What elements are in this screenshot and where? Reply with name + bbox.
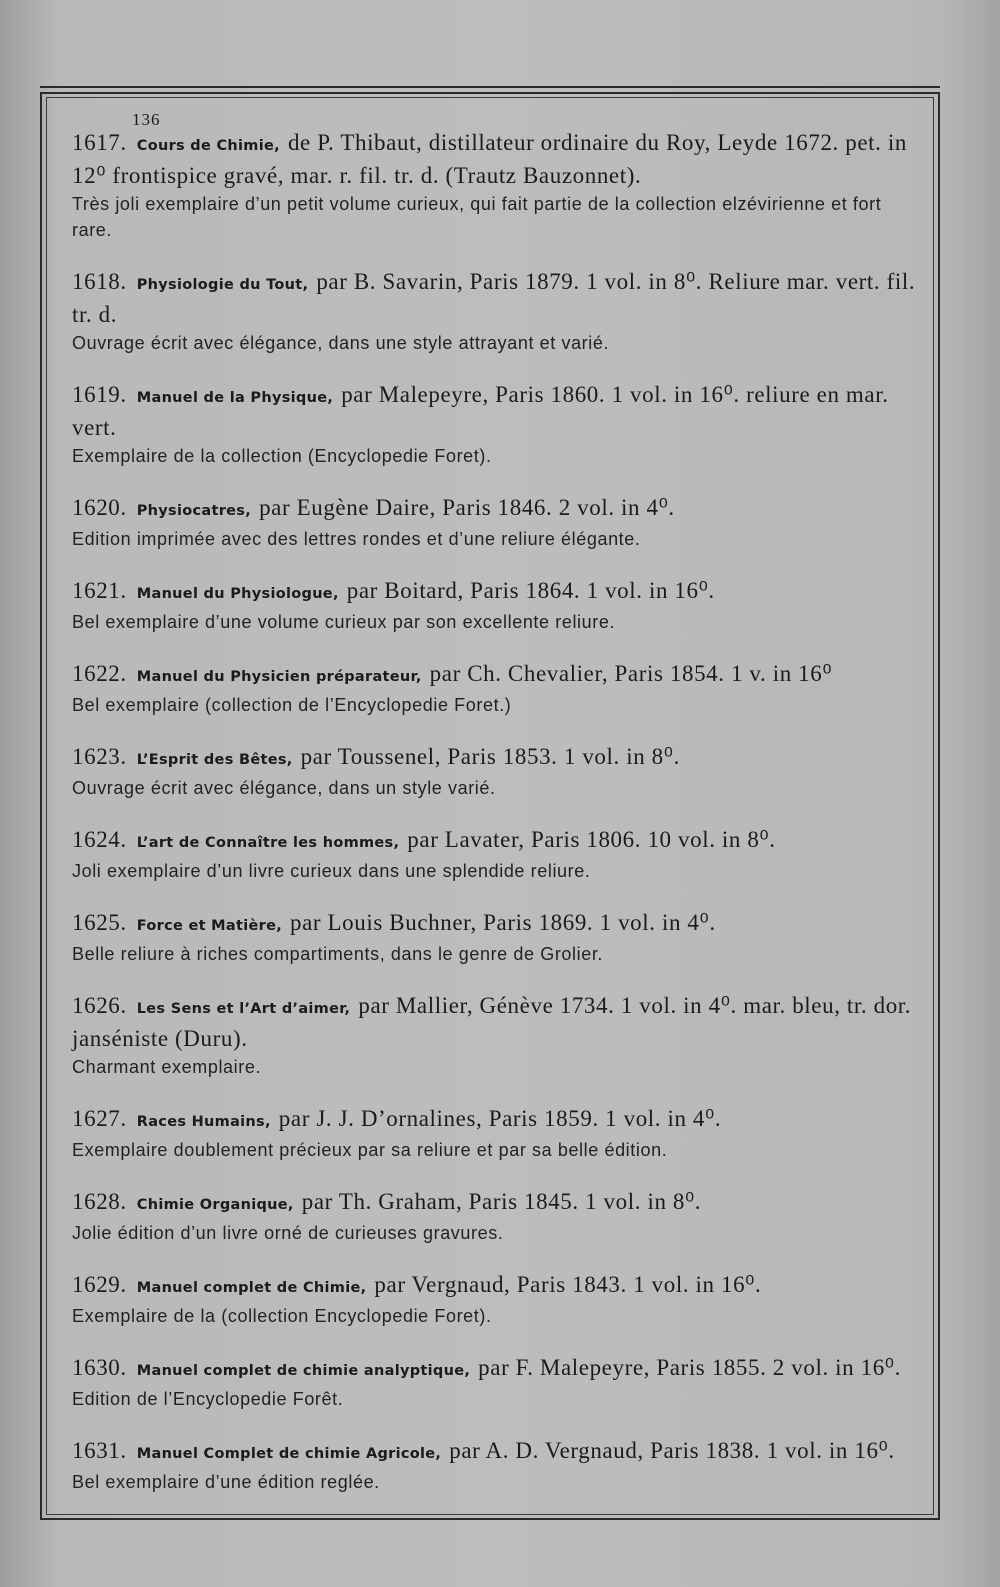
- entry-number: 1628.: [72, 1189, 127, 1214]
- top-rule: [40, 86, 940, 88]
- entry-description: par Mallier, Génève 1734. 1 vol. in 4⁰. mar. bleu, tr. dor. janséniste (Duru).: [72, 993, 912, 1051]
- entry-title: Physiologie du Tout,: [136, 277, 309, 293]
- catalogue-entry: [72, 1353, 922, 1412]
- entry-number: 1621.: [72, 578, 127, 603]
- catalogue-entry: [72, 742, 922, 801]
- entry-title: Manuel Complet de chimie Agricole,: [136, 1446, 442, 1462]
- entry-title: Cours de Chimie,: [136, 138, 280, 154]
- entry-heading: [72, 825, 922, 858]
- catalogue-entry: [72, 1436, 922, 1495]
- entry-title: Manuel du Physiologue,: [136, 586, 339, 602]
- entry-title: Manuel du Physicien préparateur,: [136, 669, 422, 685]
- entry-note: Exemplaire de la (collection Encyclopedie Foret).: [72, 1306, 492, 1326]
- entry-heading: [72, 908, 922, 941]
- entry-number: 1623.: [72, 744, 127, 769]
- entry-title: Les Sens et l’Art d’aimer,: [136, 1001, 351, 1017]
- entry-number: 1630.: [72, 1355, 127, 1380]
- entry-note: Ouvrage écrit avec élégance, dans un style varié.: [72, 778, 496, 798]
- entry-title: Physiocatres,: [136, 503, 252, 519]
- entry-heading: [72, 493, 922, 526]
- entry-description: par Ch. Chevalier, Paris 1854. 1 v. in 16⁰: [429, 661, 833, 686]
- entry-heading: [72, 659, 922, 692]
- entry-number: 1622.: [72, 661, 127, 686]
- entry-number: 1619.: [72, 382, 127, 407]
- catalogue-entry: [72, 1104, 922, 1163]
- entry-note: Exemplaire de la collection (Encyclopedie Foret).: [72, 446, 492, 466]
- entry-heading: [72, 1436, 922, 1469]
- entry-title: Chimie Organique,: [136, 1197, 294, 1213]
- entry-description: par Lavater, Paris 1806. 10 vol. in 8⁰.: [407, 827, 776, 852]
- entry-title: L’art de Connaître les hommes,: [136, 835, 400, 851]
- entry-heading: [72, 128, 922, 191]
- catalogue-entry: [72, 267, 922, 356]
- catalogue-entry: [72, 991, 922, 1080]
- entry-note: Belle reliure à riches compartiments, dans le genre de Grolier.: [72, 944, 604, 964]
- entry-description: par B. Savarin, Paris 1879. 1 vol. in 8⁰. Reliure mar. vert. fil. tr. d.: [72, 269, 916, 327]
- entry-title: Manuel complet de Chimie,: [136, 1280, 367, 1296]
- catalogue-entry: [72, 493, 922, 552]
- entry-description: par Louis Buchner, Paris 1869. 1 vol. in 4⁰.: [290, 910, 716, 935]
- entry-description: par J. J. D’ornalines, Paris 1859. 1 vol. in 4⁰.: [278, 1106, 722, 1131]
- entry-title: L’Esprit des Bêtes,: [136, 752, 293, 768]
- entry-note: Très joli exemplaire d’un petit volume curieux, qui fait partie de la collection elzévirienne et fort rare.: [72, 194, 882, 240]
- entry-heading: [72, 380, 922, 443]
- entry-note: Bel exemplaire (collection de l’Encyclopedie Foret.): [72, 695, 512, 715]
- entry-number: 1617.: [72, 130, 127, 155]
- entry-note: Ouvrage écrit avec élégance, dans une style attrayant et varié.: [72, 333, 610, 353]
- entry-description: par Toussenel, Paris 1853. 1 vol. in 8⁰.: [300, 744, 680, 769]
- entry-number: 1627.: [72, 1106, 127, 1131]
- catalogue-entry: [72, 128, 922, 243]
- entry-note: Charmant exemplaire.: [72, 1057, 262, 1077]
- entry-title: Manuel complet de chimie analyptique,: [136, 1363, 471, 1379]
- entry-heading: [72, 267, 922, 330]
- entry-note: Edition de l’Encyclopedie Forêt.: [72, 1389, 344, 1409]
- entry-number: 1620.: [72, 495, 127, 520]
- entry-title: Force et Matière,: [136, 918, 283, 934]
- entry-number: 1625.: [72, 910, 127, 935]
- entry-note: Bel exemplaire d’une volume curieux par son excellente reliure.: [72, 612, 616, 632]
- catalogue-entry: [72, 380, 922, 469]
- entry-title: Manuel de la Physique,: [136, 390, 334, 406]
- entry-description: par Th. Graham, Paris 1845. 1 vol. in 8⁰.: [301, 1189, 702, 1214]
- catalogue-entry: [72, 576, 922, 635]
- catalogue-entry: [72, 1270, 922, 1329]
- entry-note: Jolie édition d’un livre orné de curieuses gravures.: [72, 1223, 504, 1243]
- entry-description: de P. Thibaut, distillateur ordinaire du Roy, Leyde 1672. pet. in 12⁰ frontispice gravé, mar. r. fil. tr. d. (Trautz Bauzonnet).: [72, 130, 907, 188]
- entry-note: Exemplaire doublement précieux par sa reliure et par sa belle édition.: [72, 1140, 668, 1160]
- entry-description: par Vergnaud, Paris 1843. 1 vol. in 16⁰.: [374, 1272, 762, 1297]
- entry-number: 1626.: [72, 993, 127, 1018]
- entry-description: par F. Malepeyre, Paris 1855. 2 vol. in 16⁰.: [478, 1355, 901, 1380]
- entry-heading: [72, 991, 922, 1054]
- entry-heading: [72, 576, 922, 609]
- catalogue-entries: [72, 128, 922, 1519]
- entry-number: 1629.: [72, 1272, 127, 1297]
- entry-number: 1618.: [72, 269, 127, 294]
- entry-number: 1624.: [72, 827, 127, 852]
- entry-heading: [72, 1104, 922, 1137]
- entry-note: Joli exemplaire d’un livre curieux dans une splendide reliure.: [72, 861, 591, 881]
- catalogue-entry: [72, 825, 922, 884]
- entry-heading: [72, 1353, 922, 1386]
- entry-heading: [72, 1187, 922, 1220]
- entry-note: Bel exemplaire d’une édition reglée.: [72, 1472, 380, 1492]
- catalogue-entry: [72, 659, 922, 718]
- entry-heading: [72, 1270, 922, 1303]
- page-number: 136: [132, 110, 161, 129]
- entry-description: par Boitard, Paris 1864. 1 vol. in 16⁰.: [346, 578, 715, 603]
- catalogue-entry: [72, 908, 922, 967]
- entry-heading: [72, 742, 922, 775]
- entry-description: par A. D. Vergnaud, Paris 1838. 1 vol. in 16⁰.: [449, 1438, 895, 1463]
- entry-number: 1631.: [72, 1438, 127, 1463]
- entry-title: Races Humains,: [136, 1114, 271, 1130]
- entry-description: par Eugène Daire, Paris 1846. 2 vol. in 4⁰.: [259, 495, 675, 520]
- catalogue-entry: [72, 1187, 922, 1246]
- entry-note: Edition imprimée avec des lettres rondes et d’une reliure élégante.: [72, 529, 641, 549]
- entry-description: par Malepeyre, Paris 1860. 1 vol. in 16⁰. reliure en mar. vert.: [72, 382, 889, 440]
